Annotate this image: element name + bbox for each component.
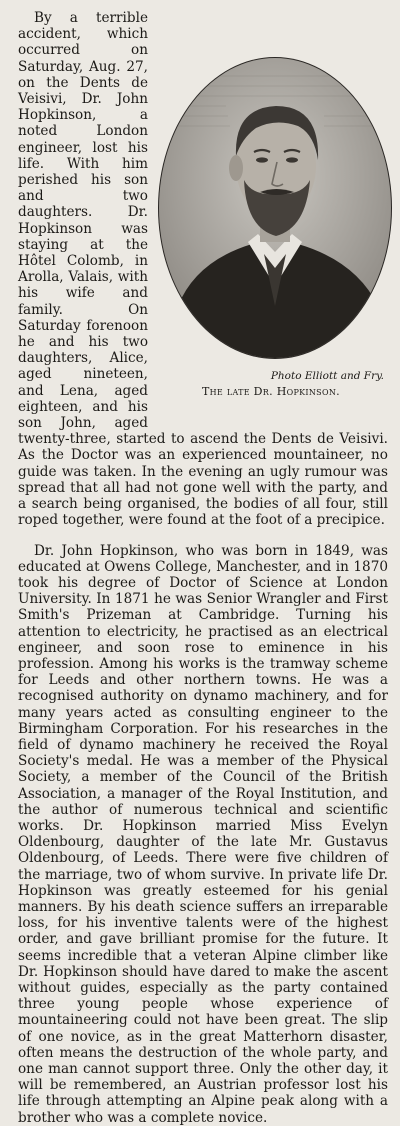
- portrait-caption: The late Dr. Hopkinson.: [202, 385, 340, 398]
- article-paragraph-1: By a terrible accident, which occurred on Saturday, Aug. 27, on the Dents de Veisivi, Dr. John Hopkinson, a noted London engineer, lost his life. With him perished his son and two daughters. Dr. Hopkinson was staying at the Hôtel Colomb, in Arolla, Valais, with his wife and family. On Saturday forenoon he and his two daughters, Alice, aged nineteen, and Lena, aged eighteen, and his son John, aged twenty-three, started to ascend the Dents de Veisivi. As the Doctor was an experienced mountaineer, no guide was taken. In the evening an ugly rumour was spread that all had not gone well with the party, and a search being organised, the bodies of all four, still roped together, were found at the foot of a precipice.: [18, 10, 388, 529]
- article-paragraph-2: Dr. John Hopkinson, who was born in 1849, was educated at Owens College, Manchester, and in 1870 took his degree of Doctor of Science at London University. In 1871 he was Senior Wrangler and First Smith's Prizeman at Cambridge. Turning his attention to electricity, he practised as an electrical engineer, and soon rose to eminence in his profession. Among his works is the tramway scheme for Leeds and other northern towns. He was a recognised authority on dynamo machinery, and for many years acted as consulting engineer to the Birmingham Corporation. For his researches in the field of dynamo machinery he received the Royal Society's medal. He was a member of the Physical Society, a member of the Council of the British Association, a manager of the Royal Institution, and the author of numerous technical and scientific works. Dr. Hopkinson married Miss Evelyn Oldenbourg, daughter of the late Mr. Gustavus Oldenbourg, of Leeds. There were five children of the marriage, two of whom survive. In private life Dr. Hopkinson was greatly esteemed for his genial manners. By his death science suffers an irreparable loss, for his inventive talents were of the highest order, and gave brilliant promise for the future. It seems incredible that a veteran Alpine climber like Dr. Hopkinson should have dared to make the ascent without guides, especially as the party contained three young people whose experience of mountaineering could not have been great. The slip of one novice, as in the great Matterhorn disaster, often means the destruction of the whole party, and one man cannot support three. Only the other day, it will be remembered, an Austrian professor lost his life through attempting an Alpine peak along with a brother who was a complete novice.: [18, 542, 388, 1126]
- article-column: [18, 10, 388, 1126]
- photo-credit: Photo Elliott and Fry.: [270, 370, 384, 382]
- portrait-engraving: [156, 56, 394, 360]
- portrait-figure: [156, 56, 396, 412]
